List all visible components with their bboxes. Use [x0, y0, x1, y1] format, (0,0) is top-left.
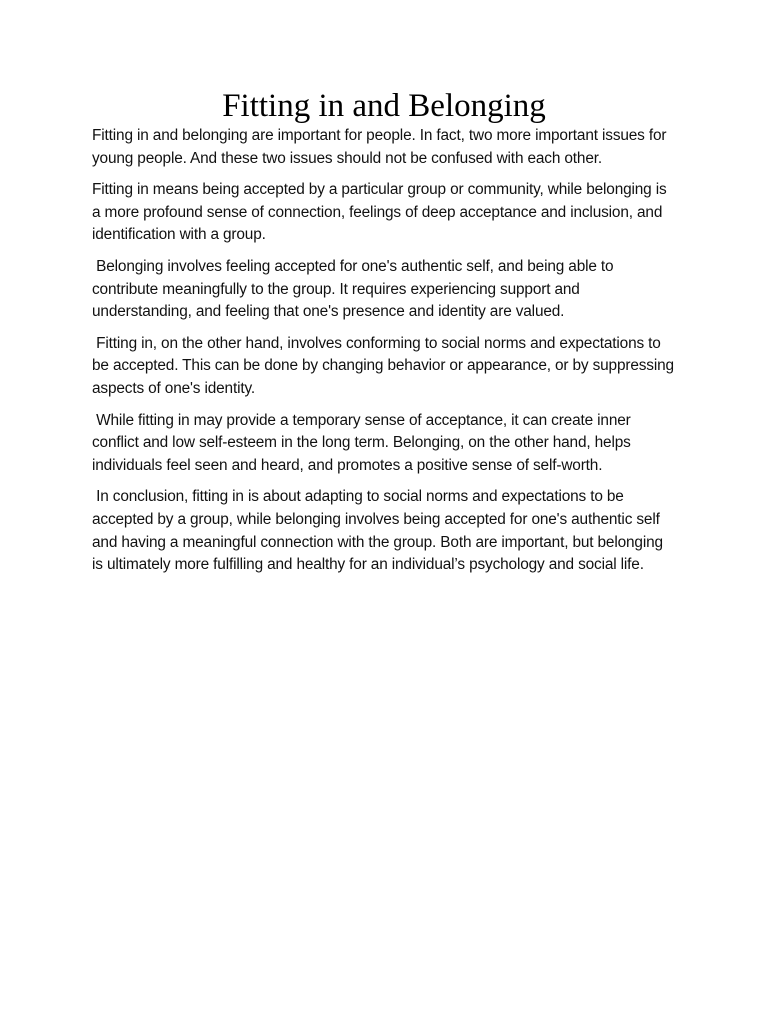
- paragraph-definition: Fitting in means being accepted by a particular group or community, while belonging is a more profound sense of connection, feelings of deep acceptance and inclusion, and identification with a group.: [92, 181, 671, 244]
- document-body: [92, 125, 679, 586]
- paragraph-belonging: Belonging involves feeling accepted for one's authentic self, and being able to contribute meaningfully to the group. It requires experiencing support and understanding, and feeling that one's presence and identity are valued.: [92, 257, 618, 321]
- document-title: Fitting in and Belonging: [222, 88, 546, 124]
- paragraph-comparison: While fitting in may provide a temporary sense of acceptance, it can create inner conflict and low self-esteem in the long term. Belonging, on the other hand, helps individuals feel seen and heard, and promotes a positive sense of self-worth.: [92, 411, 635, 474]
- paragraph-intro: Fitting in and belonging are important for people. In fact, two more important issues for young people. And these two issues should not be confused with each other.: [92, 127, 671, 167]
- paragraph-conclusion: In conclusion, fitting in is about adapting to social norms and expectations to be accepted by a group, while belonging involves being accepted for one's authentic self and having a meaningful connection with the group. Both are important, but belonging is ultimately more fulfilling and healthy for an individual’s psychology and social life.: [92, 488, 668, 574]
- paragraph-fitting-in: Fitting in, on the other hand, involves conforming to social norms and expectations to be accepted. This can be done by changing behavior or appearance, or by suppressing aspects of one's identity.: [92, 334, 679, 397]
